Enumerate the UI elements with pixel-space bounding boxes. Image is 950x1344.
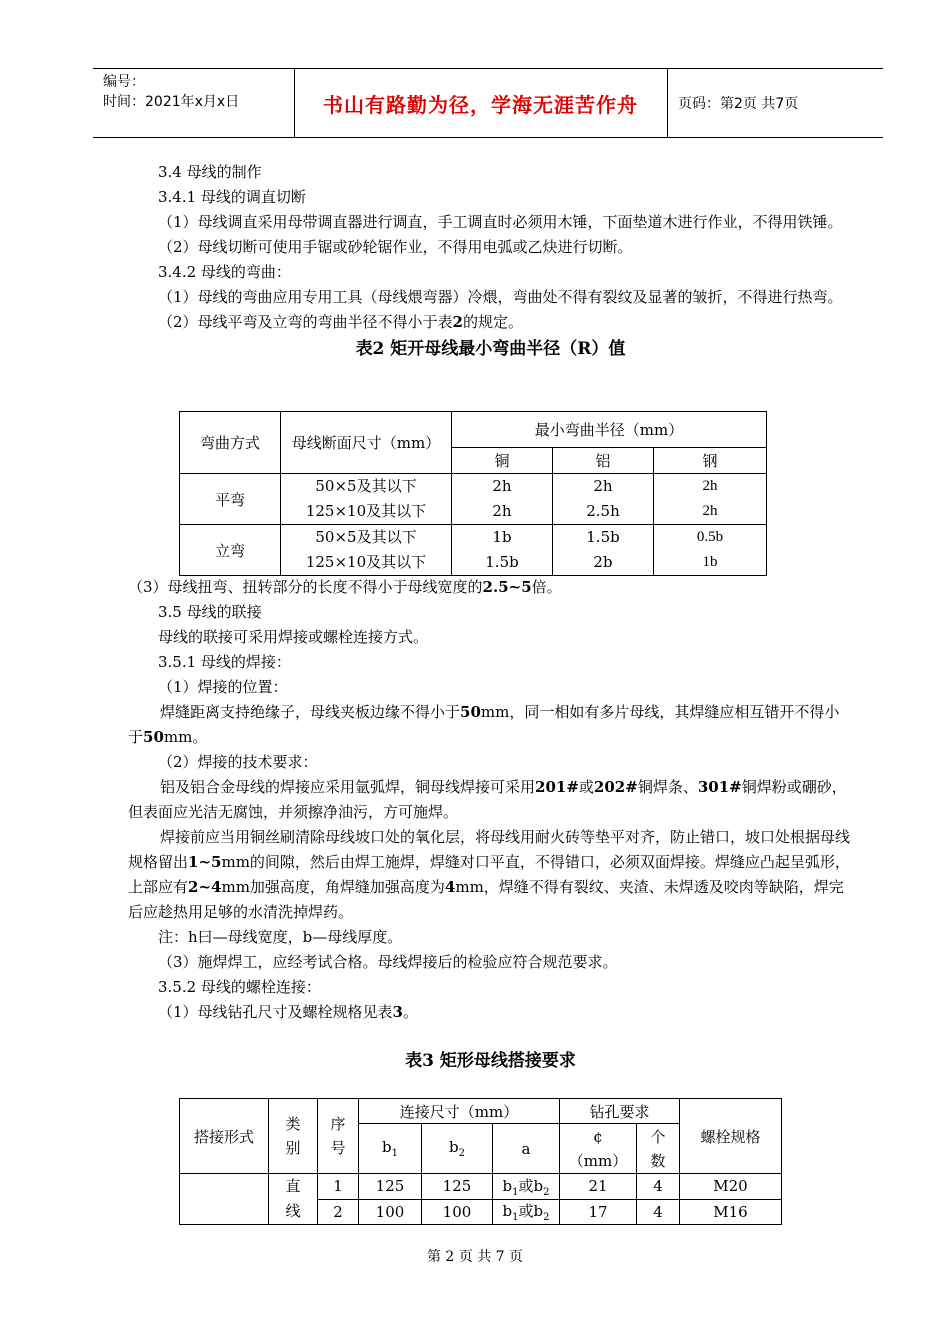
- para-bolt: （1）母线钻孔尺寸及螺栓规格见表3。: [158, 1003, 418, 1021]
- section-3-5: 3.5 母线的联接: [158, 603, 262, 621]
- t2-h-method: 弯曲方式: [180, 412, 281, 474]
- document-body-2: [128, 575, 853, 1075]
- t2-h-steel: 钢: [654, 448, 767, 474]
- t3-h-b2: $b_2$: [422, 1124, 493, 1174]
- table-row: 立弯 50×5及其以下 125×10及其以下 1b 1.5b 1.5b 2b 0.5b 1b: [180, 525, 767, 576]
- para-weld-method: 铝及铝合金母线的焊接应采用氩弧焊，铜母线焊接可采用201#或202#铜焊条、301#铜焊粉或硼砂，但表面应光洁无腐蚀，并须擦净油污，方可施焊。: [128, 778, 847, 821]
- t3-h-bolt: 螺栓规格: [680, 1099, 782, 1174]
- table-row: 2 100 100 $b_1$或$b_2$ 17 4 M16: [180, 1199, 782, 1225]
- para-bend: （1）母线的弯曲应用专用工具（母线煨弯器）冷煨，弯曲处不得有裂纹及显著的皱折，不得进行热弯。: [158, 288, 843, 306]
- para-welder: （3）施焊焊工，应经考试合格。母线焊接后的检验应符合规范要求。: [158, 953, 618, 971]
- header-page-cell: [668, 69, 883, 137]
- header-motto: 书山有路勤为径，学海无涯苦作舟: [323, 92, 638, 117]
- header-code: 编号：: [103, 74, 145, 90]
- t3-h-form: 搭接形式: [180, 1099, 269, 1174]
- t3-h-seq: 序 号: [318, 1099, 359, 1174]
- t3-h-drill: 钻孔要求: [560, 1099, 680, 1124]
- header-page-number: 页码：第2页 共7页: [678, 96, 799, 112]
- t3-cat: 直 线: [269, 1174, 318, 1225]
- t2-h-cu: 铜: [452, 448, 553, 474]
- page-header: [93, 68, 883, 138]
- para-weld-prep: 焊接前应当用铜丝刷清除母线坡口处的氧化层，将母线用耐火砖等垫平对齐，防止错口，坡口处根据母线规格留出1~5mm的间隙，然后由焊工施焊，焊缝对口平直，不得错口，必须双面焊接。焊缝应凸起呈弧形，上部应有2~4mm加强高度，角焊缝加强高度为4mm，焊缝不得有裂纹、夹渣、未焊透及咬肉等缺陷，焊完后应趁热用足够的水清洗掉焊药。: [128, 828, 851, 921]
- para-straighten: （1）母线调直采用母带调直器进行调直，手工调直时必须用木锤，下面垫道木进行作业，不得用铁锤。: [158, 213, 843, 231]
- header-meta: [93, 69, 295, 137]
- para-note: 注：h曰—母线宽度，b—母线厚度。: [158, 928, 403, 946]
- table-row: 直 线 1 125 125 $b_1$或$b_2$ 21 4 M20: [180, 1174, 782, 1200]
- para-weld-position: （1）焊接的位置：: [158, 678, 288, 696]
- table3-caption: 表3 矩形母线搭接要求: [405, 1051, 576, 1071]
- t2-h-radius: 最小弯曲半径（mm）: [452, 412, 767, 448]
- header-time: 时间：2021年x月x日: [103, 94, 240, 110]
- t3-h-a: a: [493, 1124, 560, 1174]
- t3-h-b1: $b_1$: [359, 1124, 422, 1174]
- t3-h-count: 个 数: [637, 1124, 680, 1174]
- para-weld-distance: 焊缝距离支持绝缘子，母线夹板边缘不得小于50mm，同一相如有多片母线，其焊缝应相互错开不得小于50mm。: [128, 703, 840, 746]
- para-twist: （3）母线扭弯、扭转部分的长度不得小于母线宽度的2.5~5倍。: [128, 578, 562, 596]
- t3-h-phi: ¢ （mm）: [560, 1124, 637, 1174]
- t2-h-al: 铝: [553, 448, 654, 474]
- table2-caption: 表2 矩开母线最小弯曲半径（R）值: [355, 339, 626, 359]
- section-3-5-1: 3.5.1 母线的焊接：: [158, 653, 291, 671]
- t2-h-size: 母线断面尺寸（mm）: [281, 412, 452, 474]
- document-body: [128, 160, 853, 363]
- para-connection: 母线的联接可采用焊接或螺栓连接方式。: [158, 628, 429, 646]
- table-2: [179, 411, 767, 576]
- t3-h-conn: 连接尺寸（mm）: [359, 1099, 560, 1124]
- section-3-4: 3.4 母线的制作: [158, 163, 262, 181]
- section-3-4-1: 3.4.1 母线的调直切断: [158, 188, 306, 206]
- t3-h-type: 类 别: [269, 1099, 318, 1174]
- table-3: [179, 1098, 782, 1225]
- page-footer: 第 2 页 共 7 页: [426, 1249, 524, 1265]
- section-3-5-2: 3.5.2 母线的螺栓连接：: [158, 978, 321, 996]
- section-3-4-2: 3.4.2 母线的弯曲：: [158, 263, 291, 281]
- header-motto-cell: [294, 69, 668, 137]
- para-bend-radius: （2）母线平弯及立弯的弯曲半径不得小于表2的规定。: [158, 313, 523, 331]
- table-row: 平弯 50×5及其以下 125×10及其以下 2h 2h 2h 2.5h 2h 2h: [180, 474, 767, 525]
- para-cut: （2）母线切断可使用手锯或砂轮锯作业，不得用电弧或乙炔进行切断。: [158, 238, 633, 256]
- para-weld-tech: （2）焊接的技术要求：: [158, 753, 318, 771]
